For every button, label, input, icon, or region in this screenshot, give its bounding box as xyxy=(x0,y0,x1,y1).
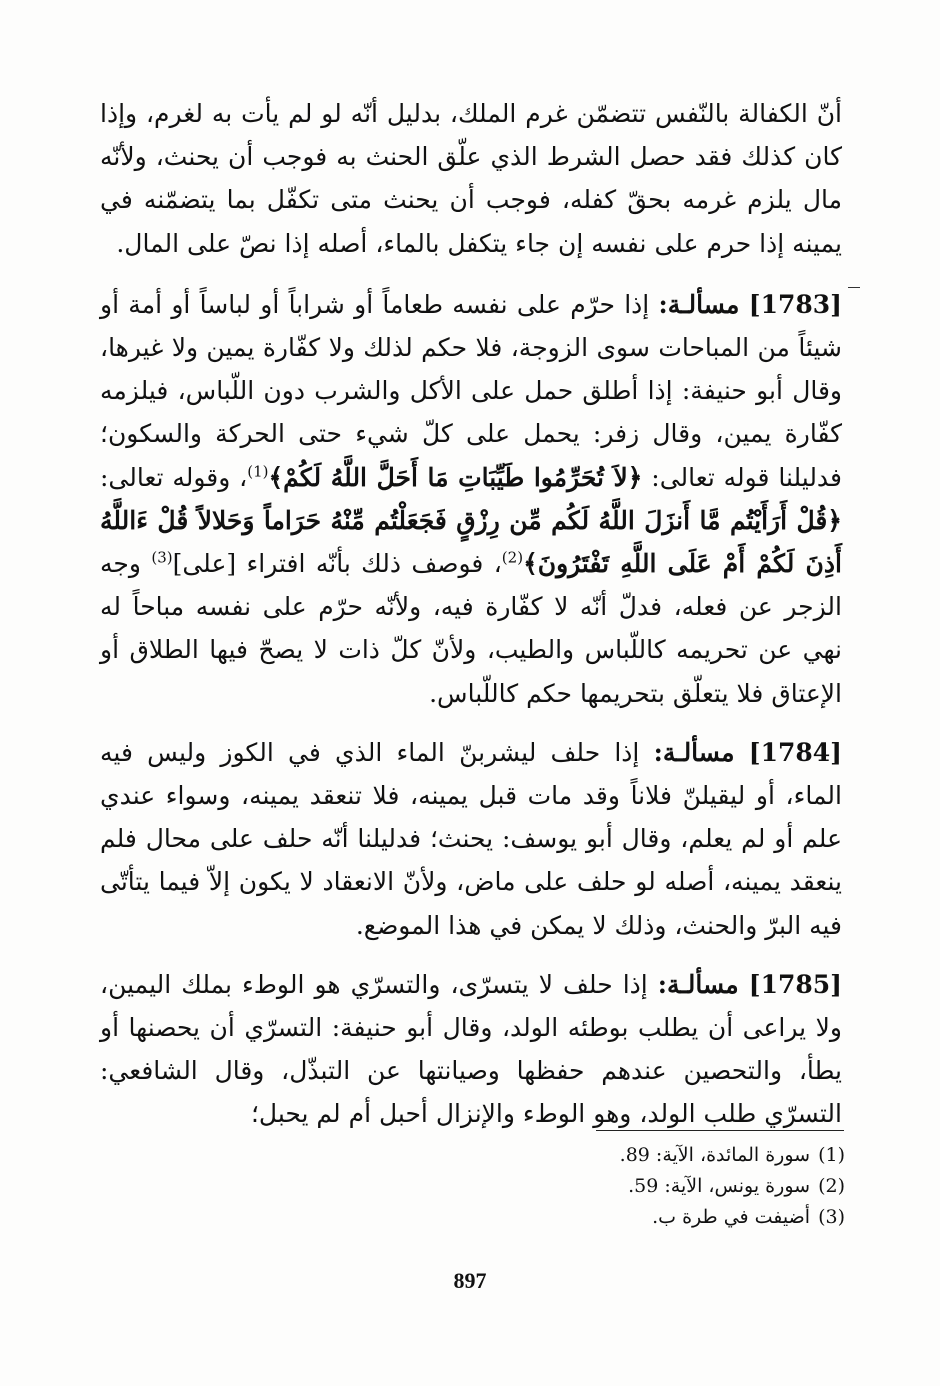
footnote-ref-2: (2) xyxy=(501,548,524,567)
issue-number: [1785] xyxy=(748,969,842,999)
issue-label: مسألـة: xyxy=(658,289,740,319)
intro-text: أنّ الكفالة بالنّفس تتضمّن غرم الملك، بدليل أنّه لو لم يأت به لغرم، وإذا كان كذلك فقد حصل الشرط الذي علّق الحنث به فوجب أن يحنث، ولأنّه مال يلزم غرمه بحقّ كفله، فوجب أن يحنث متى تكفّل بما يتضمّنه في يمينه إذا حرم على نفسه إن جاء يتكفل بالماء، أصله إذا نصّ على المال. xyxy=(100,99,842,258)
issue-text-b: ، وقوله تعالى: xyxy=(100,462,248,492)
margin-mark xyxy=(848,287,860,288)
quran-verse-2: ﴿قُلْ أَرَأَيْتُم مَّا أَنزَلَ اللَّهُ لَكُم مِّن رِزْقٍ فَجَعَلْتُم مِّنْهُ حَرَاماً وَحَلالاً قُلْ ءَاللَّهُ أَذِنَ لَكُمْ أَمْ عَلَى اللَّهِ تَفْتَرُونَ﴾ xyxy=(100,505,842,579)
footnote-ref-1: (1) xyxy=(247,462,269,481)
quran-verse-1: ﴿لاَ تُحَرِّمُوا طَيِّبَاتِ مَا أَحَلَّ اللَّهُ لَكُمْ﴾ xyxy=(268,462,643,492)
footnote-number: (2) xyxy=(818,1175,845,1197)
issue-number: [1784] xyxy=(748,737,842,767)
footnote-text: سورة يونس، الآية: 59. xyxy=(628,1175,811,1197)
issue-text-a: إذا حرّم على نفسه طعاماً أو شراباً أو لباساً أو أمة أو شيئاً من المباحات سوى الزوجة، فلا حكم لذلك ولا كفّارة يمين ولا غيرها، وقال أبو حنيفة: إذا أطلق حمل على الأكل والشرب دون اللّباس، فيلزمه كفّارة يمين، وقال زفر: يحمل على كلّ شيء حتى الحركة والسكون؛ فدليلنا قوله تعالى: xyxy=(100,289,843,492)
footnote-ref-3: (3) xyxy=(151,548,173,567)
footnote-number: (3) xyxy=(818,1206,845,1228)
issue-text-d: وجه الزجر عن فعله، فدلّ أنّه لا كفّارة فيه، ولأنّه حرّم على نفسه مباحاً له نهي عن تحريمه كاللّباس والطيب، ولأنّ كلّ ذات لا يصحّ فيها الطلاق أو الإعتاق فلا يتعلّق بتحريمها حكم كاللّباس. xyxy=(100,549,842,708)
footnote-number: (1) xyxy=(818,1144,845,1166)
issue-text: إذا حلف لا يتسرّى، والتسرّي هو الوطء بملك اليمين، ولا يراعى أن يطلب بوطئه الولد، وقال أبو حنيفة: التسرّي أن يحصنها أو يطأ، والتحصين عندهم حفظها وصيانتها عن التبذّل، وقال الشافعي: التسرّي طلب الولد، وهو الوطء والإنزال أحبل أم لم يحبل؛ xyxy=(100,969,842,1129)
issue-text-c: ، فوصف ذلك بأنّه افتراء [على] xyxy=(172,549,502,579)
paragraph-1785 xyxy=(100,963,842,1136)
issue-label: مسألـة: xyxy=(653,737,735,767)
paragraph-1783 xyxy=(100,283,842,715)
issue-label: مسألـة: xyxy=(657,969,739,999)
footnote-2 xyxy=(425,1171,845,1202)
issue-number: [1783] xyxy=(748,289,843,319)
footnote-text: أضيفت في طرة ب. xyxy=(652,1206,811,1228)
footnote-1 xyxy=(425,1140,845,1171)
footnote-text: سورة المائدة، الآية: 89. xyxy=(619,1144,811,1166)
footnote-3 xyxy=(425,1202,845,1233)
main-text xyxy=(100,92,842,1152)
paragraph-intro xyxy=(100,92,842,265)
footnote-separator xyxy=(596,1130,844,1131)
paragraph-1784 xyxy=(100,731,842,947)
issue-text: إذا حلف ليشربنّ الماء الذي في الكوز وليس فيه الماء، أو ليقيلنّ فلاناً وقد مات قبل يمينه، فلا تنعقد يمينه، وسواء عندي علم أو لم يعلم، وقال أبو يوسف: يحنث؛ فدليلنا أنّه حلف على محال فلم ينعقد يمينه، أصله لو حلف على ماض، ولأنّ الانعقاد لا يكون إلاّ فيما يتأتّى فيه البرّ والحنث، وذلك لا يمكن في هذا الموضع. xyxy=(100,737,842,940)
page-number: 897 xyxy=(453,1268,487,1293)
footnotes xyxy=(425,1140,845,1233)
